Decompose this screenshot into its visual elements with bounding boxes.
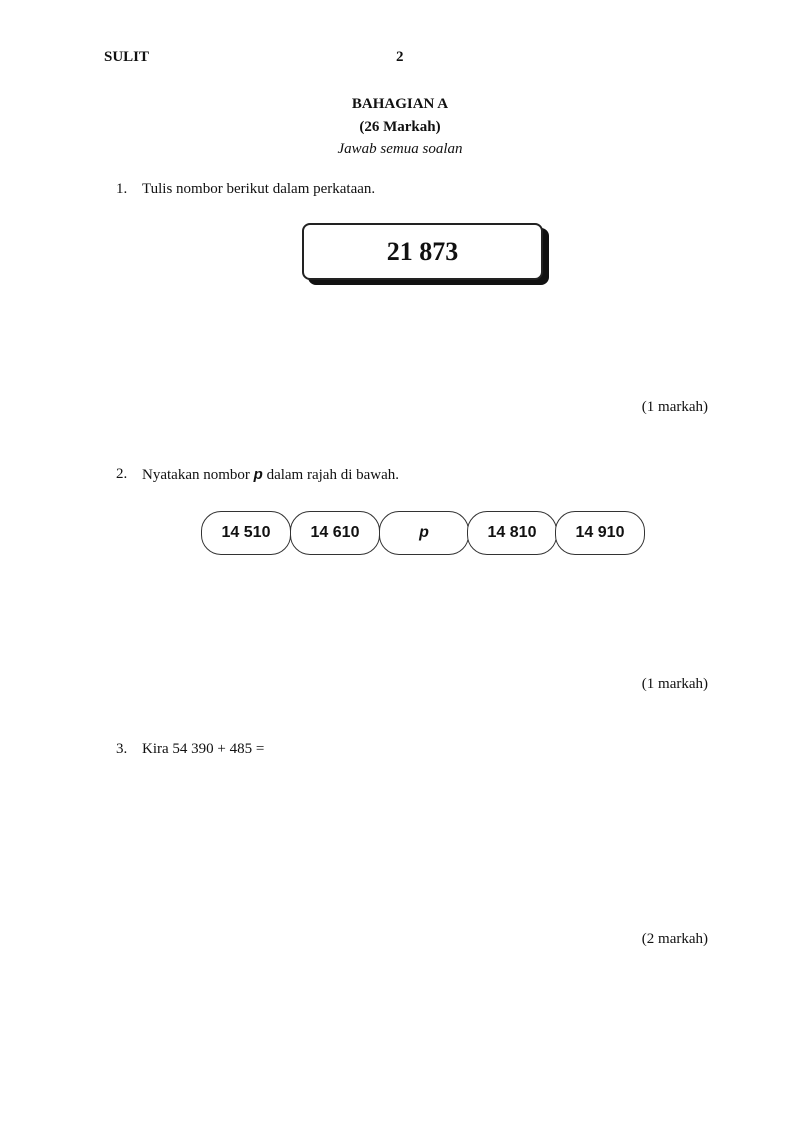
sequence-cell: 14 510 — [201, 511, 291, 555]
number-sequence — [201, 511, 646, 555]
header-confidential-label: SULIT — [104, 49, 150, 65]
section-instruction: Jawab semua soalan — [337, 141, 463, 157]
question-3-marks: (2 markah) — [641, 931, 708, 947]
question-2-text-before: Nyatakan nombor — [142, 467, 250, 483]
question-2-text — [142, 466, 399, 484]
question-3-number: 3. — [116, 741, 128, 757]
question-2-variable: p — [253, 466, 263, 483]
question-2-marks: (1 markah) — [641, 676, 708, 692]
question-3-text: Kira 54 390 + 485 = — [142, 741, 265, 757]
question-1-number-box: 21 873 — [302, 223, 543, 280]
sequence-cell: 14 610 — [290, 511, 380, 555]
page-number: 2 — [396, 49, 404, 65]
section-marks: (26 Markah) — [359, 119, 441, 135]
sequence-cell: 14 810 — [467, 511, 557, 555]
question-1-marks: (1 markah) — [641, 399, 708, 415]
question-1-number: 1. — [116, 181, 128, 197]
question-1-text: Tulis nombor berikut dalam perkataan. — [142, 181, 376, 197]
sequence-cell-unknown: p — [379, 511, 469, 555]
question-2-text-after: dalam rajah di bawah. — [266, 467, 400, 483]
section-title: BAHAGIAN A — [351, 96, 449, 112]
question-2-number: 2. — [116, 466, 128, 482]
sequence-cell: 14 910 — [555, 511, 645, 555]
